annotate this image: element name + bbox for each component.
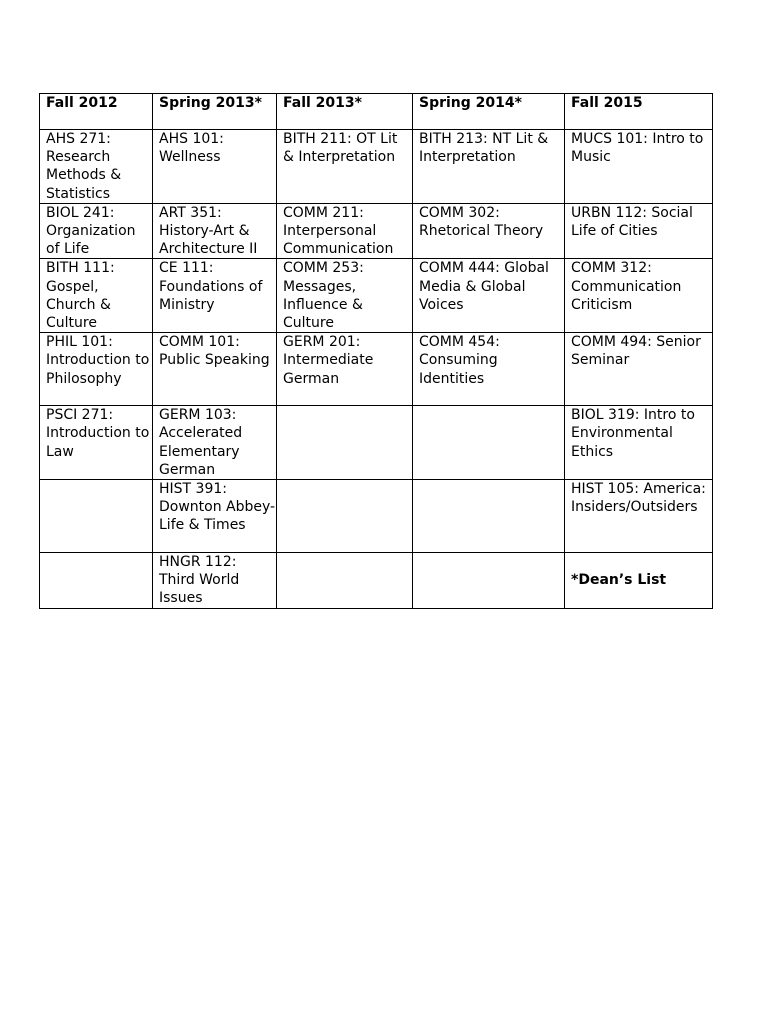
table-cell	[40, 553, 153, 609]
table-row	[40, 203, 713, 259]
table-cell: URBN 112: Social Life of Cities	[565, 203, 713, 259]
table-cell: BITH 211: OT Lit & Interpretation	[277, 130, 413, 204]
table-cell	[413, 406, 565, 480]
table-cell: COMM 253: Messages, Influence & Culture	[277, 259, 413, 333]
table-cell	[40, 480, 153, 553]
table-row	[40, 333, 713, 406]
table-cell: HIST 391: Downton Abbey-Life & Times	[153, 480, 277, 553]
table-cell: COMM 101: Public Speaking	[153, 333, 277, 406]
table-cell: BITH 213: NT Lit & Interpretation	[413, 130, 565, 204]
table-row	[40, 553, 713, 609]
table-cell	[413, 553, 565, 609]
table-row	[40, 259, 713, 333]
course-schedule-table	[39, 93, 713, 609]
table-row	[40, 130, 713, 204]
deans-list-note: *Dean’s List	[565, 553, 713, 609]
table-cell: COMM 494: Senior Seminar	[565, 333, 713, 406]
column-header: Fall 2012	[40, 94, 153, 130]
table-cell	[277, 406, 413, 480]
table-cell: AHS 271: Research Methods & Statistics	[40, 130, 153, 204]
column-header: Spring 2013*	[153, 94, 277, 130]
table-cell: PSCI 271: Introduction to Law	[40, 406, 153, 480]
column-header: Fall 2015	[565, 94, 713, 130]
column-header: Spring 2014*	[413, 94, 565, 130]
table-cell: GERM 103: Accelerated Elementary German	[153, 406, 277, 480]
table-cell: MUCS 101: Intro to Music	[565, 130, 713, 204]
table-cell: COMM 302: Rhetorical Theory	[413, 203, 565, 259]
table-cell	[413, 480, 565, 553]
table-cell: AHS 101: Wellness	[153, 130, 277, 204]
table-cell: BIOL 319: Intro to Environmental Ethics	[565, 406, 713, 480]
table-cell: BITH 111: Gospel, Church & Culture	[40, 259, 153, 333]
table-row	[40, 406, 713, 480]
table-cell: COMM 454: Consuming Identities	[413, 333, 565, 406]
header-row	[40, 94, 713, 130]
table-row	[40, 480, 713, 553]
table-cell: COMM 211: Interpersonal Communication	[277, 203, 413, 259]
table-cell: GERM 201: Intermediate German	[277, 333, 413, 406]
column-header: Fall 2013*	[277, 94, 413, 130]
table-cell	[277, 553, 413, 609]
table-cell: HIST 105: America: Insiders/Outsiders	[565, 480, 713, 553]
table-cell: COMM 312: Communication Criticism	[565, 259, 713, 333]
table-cell: ART 351: History-Art & Architecture II	[153, 203, 277, 259]
table-cell: BIOL 241: Organization of Life	[40, 203, 153, 259]
table-cell: HNGR 112: Third World Issues	[153, 553, 277, 609]
table-cell	[277, 480, 413, 553]
table-cell: COMM 444: Global Media & Global Voices	[413, 259, 565, 333]
table-cell: CE 111: Foundations of Ministry	[153, 259, 277, 333]
table-cell: PHIL 101: Introduction to Philosophy	[40, 333, 153, 406]
